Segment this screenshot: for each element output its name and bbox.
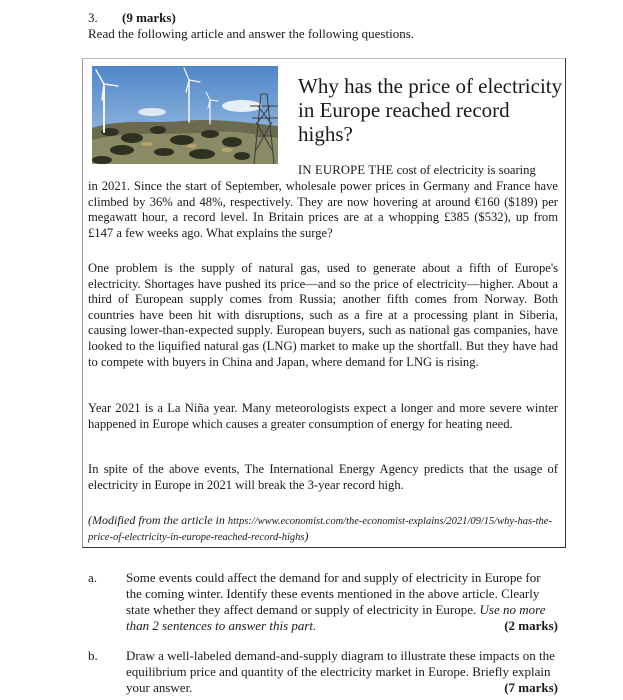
article-title: Why has the price of electricity in Europe reached record highs? (298, 74, 563, 146)
source-prefix: (Modified from the article in (88, 513, 228, 527)
part-a-instruction: Use no more than 2 sentences to answer this part. (126, 602, 546, 633)
question-part-b (88, 648, 558, 696)
article-paragraph-1-lead (298, 163, 558, 179)
part-b-label: b. (88, 648, 98, 663)
question-part-a (88, 570, 558, 634)
article-paragraph-3: Year 2021 is a La Niña year. Many meteorologists expect a longer and more severe winter happened in Europe which causes a greater consumption of energy for heating need. (88, 401, 558, 431)
source-url: https://www.economist.com/the-economist-explains/2021/09/15/why-has-the-price-of-electricity-in-europe-reached-record-highs (88, 516, 552, 543)
part-b-marks: (7 marks) (504, 680, 558, 695)
source-suffix: ) (304, 529, 309, 543)
question-header (88, 10, 176, 26)
question-marks: (9 marks) (122, 10, 176, 25)
article-lead-text: cost of electricity is soaring (393, 163, 536, 177)
part-a-text: Some events could affect the demand for and supply of electricity in Europe for the coming winter. Identify these events mentioned in the above article. Clearly state whether they affect demand or supply of electricity in Europe. (126, 570, 541, 617)
wind-turbines-landscape-photo (92, 66, 278, 164)
article-paragraph-2: One problem is the supply of natural gas, used to generate about a fifth of Europe's electricity. Shortages have pushed its price—and so the price of electricity—higher. About a third of European supply comes from Russia; another fifth comes from Norway. Both countries have been hit with disruptions, such as a fire at a processing plant in Siberia, causing lower-than-expected supply. European buyers, such as national gas companies, have looked to the liquified natural gas (LNG) market to make up the shortfall. But they have had to compete with buyers in China and Japan, where demand for LNG is rising. (88, 261, 558, 369)
part-a-label: a. (88, 570, 98, 585)
article-paragraph-1: in 2021. Since the start of September, wholesale power prices in Germany and France have climbed by 36% and 48%, respectively. They are now hovering at around €160 ($189) per megawatt hour, a record level. In Britain prices are at a whopping £385 ($532), up from £147 a few weeks ago. What explains the surge? (88, 179, 558, 240)
part-b-text: Draw a well-labeled demand-and-supply diagram to illustrate these impacts on the equilibrium price and quantity of the electricity market in Europe. Briefly explain your answer. (126, 648, 555, 695)
part-a-marks: (2 marks) (504, 618, 558, 633)
article-lead-caps: IN EUROPE THE (298, 163, 394, 177)
article-source (88, 513, 558, 545)
article-paragraph-4: In spite of the above events, The International Energy Agency predicts that the usage of electricity in Europe in 2021 will break the 3-year record high. (88, 462, 558, 492)
question-instruction: Read the following article and answer the following questions. (88, 26, 415, 41)
question-number: 3. (88, 10, 98, 25)
